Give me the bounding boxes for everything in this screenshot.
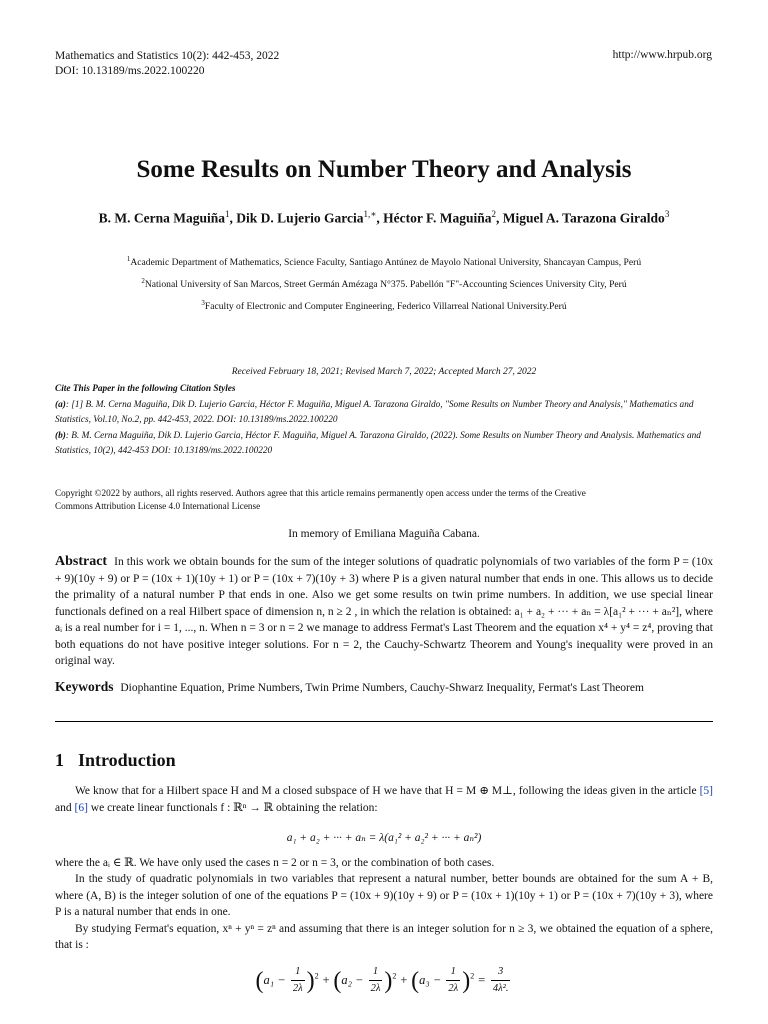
eq-term: a₃ −: [419, 972, 442, 987]
dedication: In memory of Emiliana Maguiña Cabana.: [288, 528, 480, 540]
denominator: 2λ: [448, 983, 459, 994]
introduction-body: [55, 783, 713, 998]
author-affil-sup: 1: [225, 209, 230, 219]
affiliation-list: [0, 250, 768, 317]
keywords-label: Keywords: [55, 679, 114, 694]
keywords: [55, 679, 713, 695]
paragraph-text: We know that for a Hilbert space H and M a closed subspace of H we have that H = M ⊕ M⊥, following the ideas given in the article: [75, 785, 700, 797]
sphere-equation: (a₁ − $\frac{1}{2\lambda}$ )$^2$ + (a₂ − $\frac{1}{2\lambda}$ )$^2$ + (a₃ − $\frac{1}{2\lambda}$ )$^2$ = $\frac{3}{\text{4λ².}}$: [55, 964, 713, 998]
denominator: 2λ: [292, 983, 303, 994]
journal-url[interactable]: http://www.hrpub.org: [612, 49, 712, 61]
affiliation-text: National University of San Marcos, Street Germán Amézaga N°375. Pabellón "F"-Accounting Sciences University City, Perú: [144, 279, 627, 291]
paragraph: By studying Fermat's equation, xⁿ + yⁿ = zⁿ and assuming that there is an integer solution for n ≥ 3, we obtained the equation of a sphere, that is :: [55, 922, 713, 951]
paragraph: [55, 783, 713, 816]
exponent: 2: [392, 971, 397, 981]
citation-label: (a): [55, 399, 66, 410]
eq-term: a₂ −: [341, 972, 364, 987]
journal-citation: Mathematics and Statistics 10(2): 442-453, 2022: [55, 50, 280, 62]
equation: a₁ + a₂ + ··· + aₙ = λ(a₁² + a₂² + ··· + aₙ²): [286, 832, 482, 844]
affiliation-sup: 3: [201, 299, 205, 308]
numerator: 3: [491, 964, 511, 982]
submission-dates: Received February 18, 2021; Revised March 7, 2022; Accepted March 27, 2022: [231, 367, 537, 377]
copyright-notice: Copyright ©2022 by authors, all rights reserved. Authors agree that this article remains permanently open access under the terms of the Creative Commons Attribution License 4.0 International License: [55, 488, 586, 511]
affiliation-text: Faculty of Electronic and Computer Engineering, Federico Villarreal National University.Perú: [204, 301, 567, 313]
author-name: Héctor F. Maguiña: [383, 210, 492, 226]
paragraph-text: and: [55, 801, 75, 814]
denominator: 4λ².: [492, 983, 509, 994]
affiliation: [0, 250, 768, 272]
eq-operator: +: [321, 972, 331, 987]
affiliation: [0, 294, 768, 316]
exponent: 2: [470, 971, 475, 981]
eq-term: a₁ −: [263, 972, 286, 987]
citation-heading: Cite This Paper in the following Citation Styles: [55, 384, 236, 394]
paragraph: where the aᵢ ∈ ℝ. We have only used the cases n = 2 or n = 3, or the combination of both cases.: [55, 856, 495, 869]
citation-style-b: [55, 429, 713, 460]
eq-operator: =: [477, 972, 486, 987]
reference-link[interactable]: [6]: [74, 801, 88, 814]
author-list: B. M. Cerna Maguiña$^1$, Dik D. Lujerio Garcia$^{1,∗}$, Héctor F. Maguiña$^2$, Miguel A. Tarazona Giraldo$^3$: [98, 209, 670, 226]
author-affil-sup: 1,∗: [363, 209, 377, 219]
keywords-text: Diophantine Equation, Prime Numbers, Twin Prime Numbers, Cauchy-Shwarz Inequality, Fermat's Last Theorem: [120, 682, 644, 694]
citation-text: : [1] B. M. Cerna Maguiña, Dik D. Lujerio Garcia, Héctor F. Maguiña, Miguel A. Tarazona Giraldo, "Some Results on Number Theory and Analysis," Mathematics and Statistics, Vol.10, No.2, pp. 442-453, 2022. DOI: 10.13189/ms.2022.100220: [55, 399, 694, 425]
author-affil-sup: 2: [491, 209, 497, 219]
author-name: B. M. Cerna Maguiña: [98, 210, 226, 226]
journal-header: [55, 49, 279, 79]
abstract-text: In this work we obtain bounds for the sum of the integer solutions of quadratic polynomials of two variables of the form P = (10x + 9)(10y + 9) or P = (10x + 1)(10y + 1) or P = (10x + 7)(10y + 3) where P is a given natural number that ends in one. This allows us to decide the primality of a natural number P that ends in one. Also we get some results on twin prime numbers. In addition, we use special linear functionals defined on a real Hilbert space of dimension n, n ≥ 2 , in which the relation is obtained: a₁ + a₂ + ··· + aₙ = λ[a₁² + ··· + aₙ²], where aᵢ is a real number for i = 1, ..., n. When n = 3 or n = 2 we manage to address Fermat's Last Theorem and the equation x⁴ + y⁴ = z⁴, proving that both equations do not have positive integer solutions. For n = 2, the Cauchy-Schwartz Theorem and Young's inequality were proved in an original way.: [55, 556, 714, 667]
paragraph-text: we create linear functionals f : ℝⁿ → ℝ obtaining the relation:: [87, 801, 378, 814]
reference-link[interactable]: [5]: [699, 785, 713, 797]
citation-label: (b): [55, 430, 66, 441]
denominator: 2λ: [370, 983, 381, 994]
citation-text: : B. M. Cerna Maguiña, Dik D. Lujerio Garcia, Héctor F. Maguiña, Miguel A. Tarazona Giraldo, (2022). Some Results on Number Theory and Analysis. Mathematics and Statistics, 10(2), 442-453 DOI: 10.13189/ms.2022.100220: [55, 430, 701, 456]
paper-title: Some Results on Number Theory and Analysis: [136, 156, 632, 183]
paragraph: In the study of quadratic polynomials in two variables that represent a natural number, better bounds are obtained for the sum A + B, where (A, B) is the integer solution of one of the equations P = (10x + 9)(10y + 9) or P = (10x + 1)(10y + 1) or P = (10x + 7)(10y + 3), where P is a natural number that ends in one.: [55, 873, 713, 918]
numerator: 1: [291, 964, 305, 982]
fraction: [446, 964, 460, 998]
section-title: Introduction: [78, 750, 176, 770]
affiliation-sup: 1: [126, 255, 131, 263]
numerator: 1: [446, 964, 460, 982]
affiliation-text: Academic Department of Mathematics, Science Faculty, Santiago Antúnez de Mayolo National University, Shancayan Campus, Perú: [130, 257, 642, 269]
affiliation-sup: 2: [141, 277, 145, 286]
author-name: Miguel A. Tarazona Giraldo: [502, 210, 665, 226]
author-name: Dik D. Lujerio Garcia: [236, 210, 364, 226]
abstract: [55, 554, 713, 670]
section-number: 1: [55, 750, 64, 770]
citation-block: [55, 382, 713, 460]
abstract-label: Abstract: [55, 554, 108, 569]
exponent: 2: [314, 971, 319, 981]
affiliation: [0, 272, 768, 294]
fraction: [491, 964, 511, 998]
section-heading: [55, 750, 176, 771]
numerator: 1: [369, 964, 383, 982]
citation-style-a: [55, 398, 713, 429]
eq-operator: +: [399, 972, 408, 987]
author-affil-sup: 3: [664, 209, 670, 219]
journal-doi: DOI: 10.13189/ms.2022.100220: [55, 65, 205, 77]
section-divider: [55, 721, 713, 722]
fraction: [369, 964, 383, 998]
fraction: [291, 964, 305, 998]
